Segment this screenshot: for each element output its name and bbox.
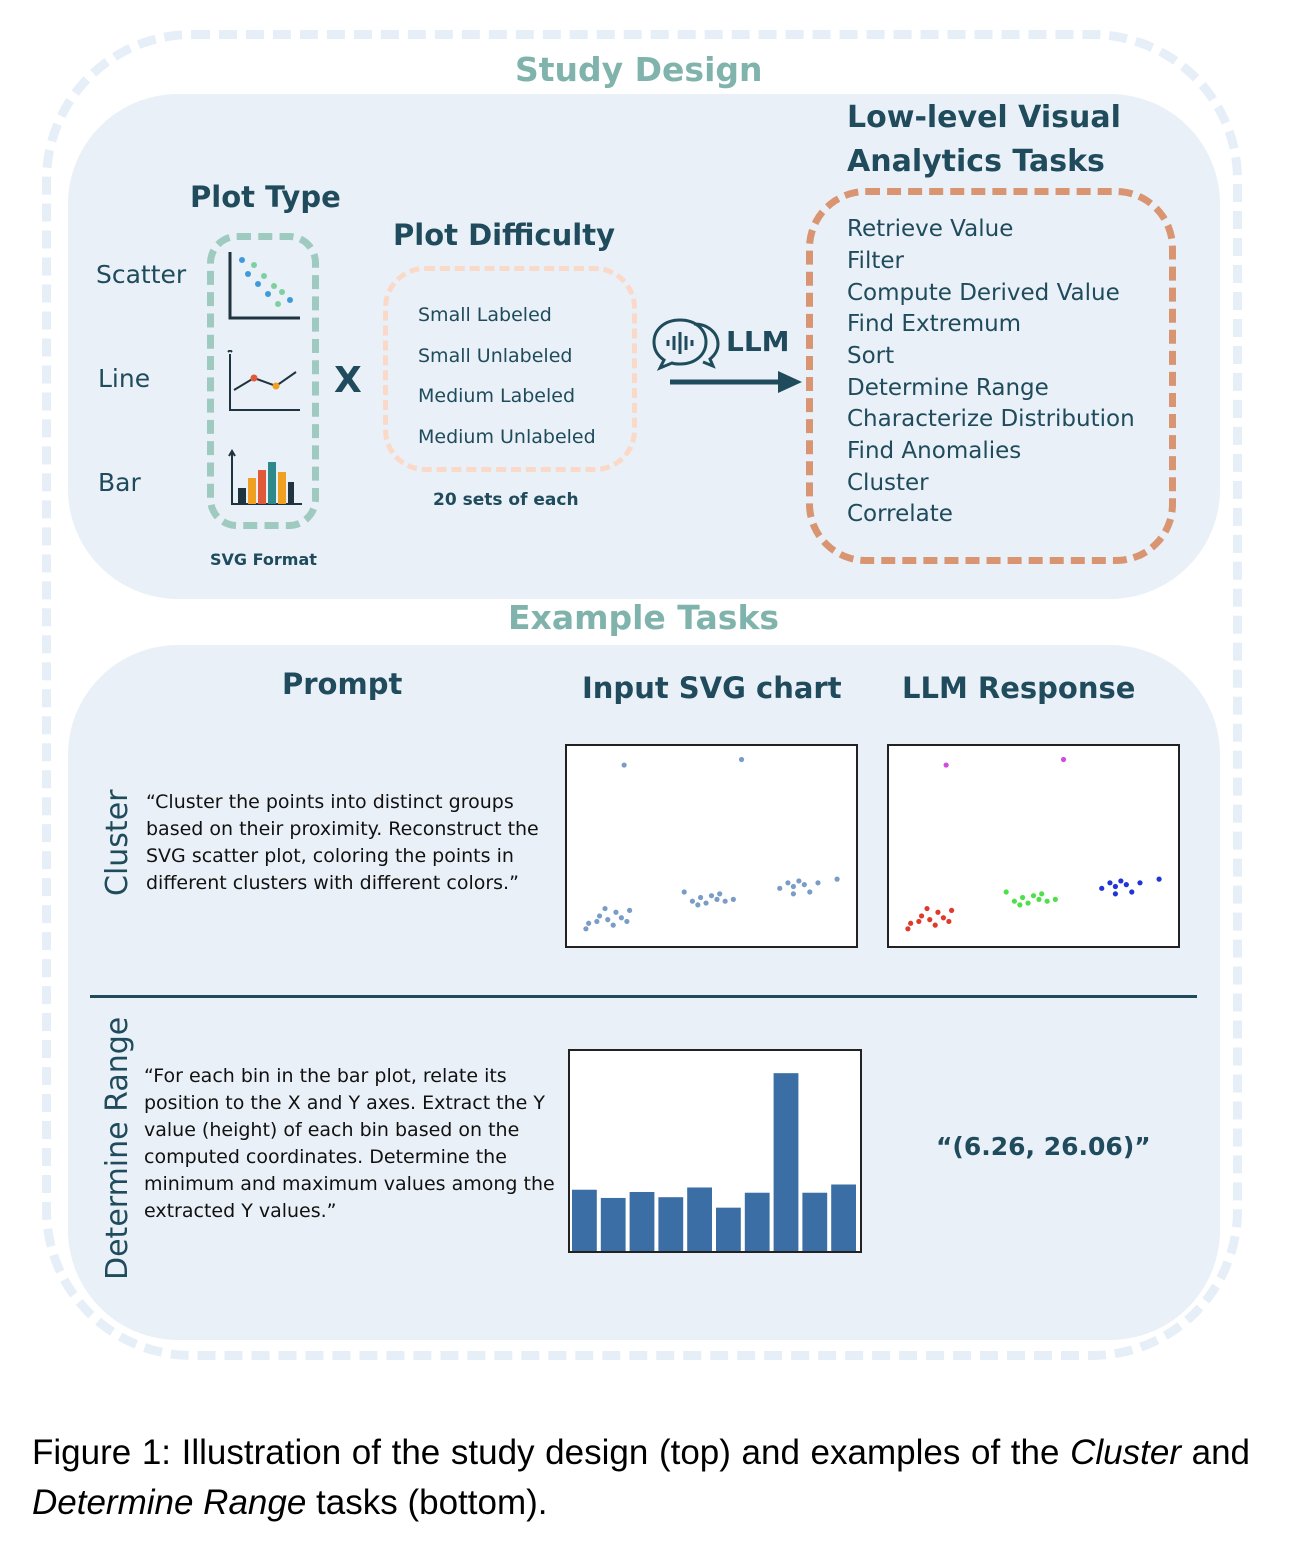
study-design-title: Study Design [515, 50, 763, 89]
input-scatter-chart [565, 744, 858, 948]
scatter-point [802, 882, 807, 887]
prompt-line: “Cluster the points into distinct groups [146, 791, 514, 813]
bar [658, 1197, 683, 1251]
bar [687, 1187, 712, 1251]
scatter-point [1025, 900, 1030, 905]
scatter-point [791, 884, 796, 889]
task-item: Determine Range [847, 375, 1049, 401]
scatter-point [785, 880, 790, 885]
bar [572, 1190, 597, 1251]
scatter-point [1031, 893, 1036, 898]
scatter-point [1045, 899, 1050, 904]
prompt-line: based on their proximity. Reconstruct the [146, 818, 539, 840]
scatter-point [916, 919, 921, 924]
scatter-point [949, 908, 954, 913]
line-plot-icon [224, 350, 304, 416]
row-divider [90, 995, 1197, 998]
prompt-line: extracted Y values.” [144, 1200, 337, 1222]
scatter-point [933, 923, 938, 928]
right-arrow-icon [668, 368, 804, 396]
scatter-point [927, 917, 932, 922]
scatter-point [597, 913, 602, 918]
caption-cluster: Cluster [1070, 1433, 1181, 1472]
prompt-line: minimum and maximum values among the [144, 1173, 555, 1195]
scatter-point [717, 891, 722, 896]
scatter-point [1156, 877, 1161, 882]
scatter-point [739, 757, 744, 762]
column-prompt: Prompt [282, 667, 403, 701]
scatter-point [1118, 878, 1123, 883]
scatter-point [594, 919, 599, 924]
figure-caption [32, 1428, 1250, 1528]
scatter-point [1137, 880, 1142, 885]
scatter-point [731, 897, 736, 902]
scatter-point [905, 926, 910, 931]
plot-type-bar: Bar [98, 468, 141, 497]
response-scatter-svg [889, 746, 1178, 946]
scatter-point [627, 908, 632, 913]
bar [601, 1198, 626, 1251]
scatter-point [924, 906, 929, 911]
scatter-point [709, 893, 714, 898]
scatter-point [1124, 882, 1129, 887]
scatter-point [946, 919, 951, 924]
scatter-point [723, 899, 728, 904]
scatter-point [698, 895, 703, 900]
difficulty-small-labeled: Small Labeled [418, 304, 552, 326]
bar [774, 1073, 799, 1251]
scatter-point [919, 913, 924, 918]
bar [630, 1192, 655, 1251]
task-item: Cluster [847, 470, 929, 496]
task-item: Find Extremum [847, 311, 1022, 337]
scatter-point [791, 891, 796, 896]
scatter-point [908, 921, 913, 926]
range-response: “(6.26, 26.06)” [936, 1132, 1151, 1161]
difficulty-medium-unlabeled: Medium Unlabeled [418, 426, 596, 448]
scatter-point [941, 915, 946, 920]
scatter-point [682, 889, 687, 894]
scatter-point [1004, 889, 1009, 894]
scatter-plot-icon [224, 248, 304, 324]
tasks-heading [847, 96, 1121, 184]
prompt-line: position to the X and Y axes. Extract the Y [144, 1092, 546, 1114]
scatter-point [619, 915, 624, 920]
tasks-heading-line1: Low-level Visual [847, 100, 1121, 135]
scatter-point [1020, 895, 1025, 900]
task-item: Filter [847, 248, 904, 274]
scatter-point [935, 910, 940, 915]
scatter-point [777, 886, 782, 891]
bar [745, 1193, 770, 1251]
plot-type-line: Line [98, 364, 151, 393]
times-symbol: X [334, 360, 362, 401]
bar [716, 1208, 741, 1251]
range-row-label: Determine Range [100, 1016, 135, 1280]
scatter-point [602, 906, 607, 911]
task-item: Retrieve Value [847, 216, 1014, 242]
scatter-point [1113, 884, 1118, 889]
scatter-point [1017, 902, 1022, 907]
difficulty-small-unlabeled: Small Unlabeled [418, 345, 573, 367]
plot-difficulty-heading: Plot Difficulty [393, 218, 615, 252]
prompt-line: SVG scatter plot, coloring the points in [146, 845, 514, 867]
scatter-point [1036, 897, 1041, 902]
caption-prefix: Figure 1: Illustration of the study design (top) and examples of the [32, 1433, 1060, 1472]
llm-label: LLM [726, 325, 790, 358]
prompt-line: different clusters with different colors.” [146, 872, 519, 894]
plot-type-scatter: Scatter [96, 260, 187, 289]
task-item: Correlate [847, 501, 953, 527]
scatter-point [1107, 880, 1112, 885]
chat-bubbles-icon [650, 314, 722, 372]
caption-suffix: tasks (bottom). [306, 1483, 548, 1522]
bar-plot-icon [226, 448, 306, 512]
cluster-prompt [146, 789, 539, 897]
task-item: Compute Derived Value [847, 280, 1120, 306]
task-item: Find Anomalies [847, 438, 1022, 464]
scatter-point [586, 921, 591, 926]
scatter-point [611, 923, 616, 928]
scatter-point [703, 900, 708, 905]
example-tasks-title: Example Tasks [508, 598, 780, 637]
cluster-row-label: Cluster [100, 789, 135, 896]
sets-note: 20 sets of each [433, 490, 579, 510]
range-prompt [144, 1063, 555, 1225]
scatter-point [944, 762, 949, 767]
scatter-point [1099, 886, 1104, 891]
scatter-point [605, 917, 610, 922]
plot-type-heading: Plot Type [190, 180, 341, 214]
difficulty-medium-labeled: Medium Labeled [418, 385, 576, 407]
scatter-point [695, 902, 700, 907]
input-bar-chart [568, 1049, 862, 1253]
scatter-point [624, 919, 629, 924]
scatter-point [613, 910, 618, 915]
scatter-point [1039, 891, 1044, 896]
input-bar-svg [570, 1051, 860, 1251]
caption-determine-range: Determine Range [32, 1483, 307, 1522]
tasks-heading-line2: Analytics Tasks [847, 144, 1105, 179]
scatter-point [1012, 899, 1017, 904]
input-scatter-svg [567, 746, 856, 946]
task-item: Characterize Distribution [847, 406, 1135, 432]
prompt-line: “For each bin in the bar plot, relate its [144, 1065, 507, 1087]
svg-format-label: SVG Format [210, 550, 317, 569]
scatter-point [583, 926, 588, 931]
scatter-point [1061, 757, 1066, 762]
task-item: Sort [847, 343, 895, 369]
column-input-chart: Input SVG chart [582, 671, 842, 705]
scatter-point [690, 899, 695, 904]
scatter-point [796, 878, 801, 883]
scatter-point [815, 880, 820, 885]
scatter-point [1129, 889, 1134, 894]
scatter-point [834, 877, 839, 882]
prompt-line: computed coordinates. Determine the [144, 1146, 507, 1168]
bar [802, 1193, 827, 1251]
scatter-point [714, 897, 719, 902]
scatter-point [1113, 891, 1118, 896]
scatter-point [807, 889, 812, 894]
caption-mid: and [1180, 1433, 1251, 1472]
bar [831, 1185, 856, 1251]
scatter-point [622, 762, 627, 767]
response-scatter-chart [887, 744, 1180, 948]
scatter-point [1053, 897, 1058, 902]
column-llm-response: LLM Response [902, 671, 1136, 705]
prompt-line: value (height) of each bin based on the [144, 1119, 520, 1141]
